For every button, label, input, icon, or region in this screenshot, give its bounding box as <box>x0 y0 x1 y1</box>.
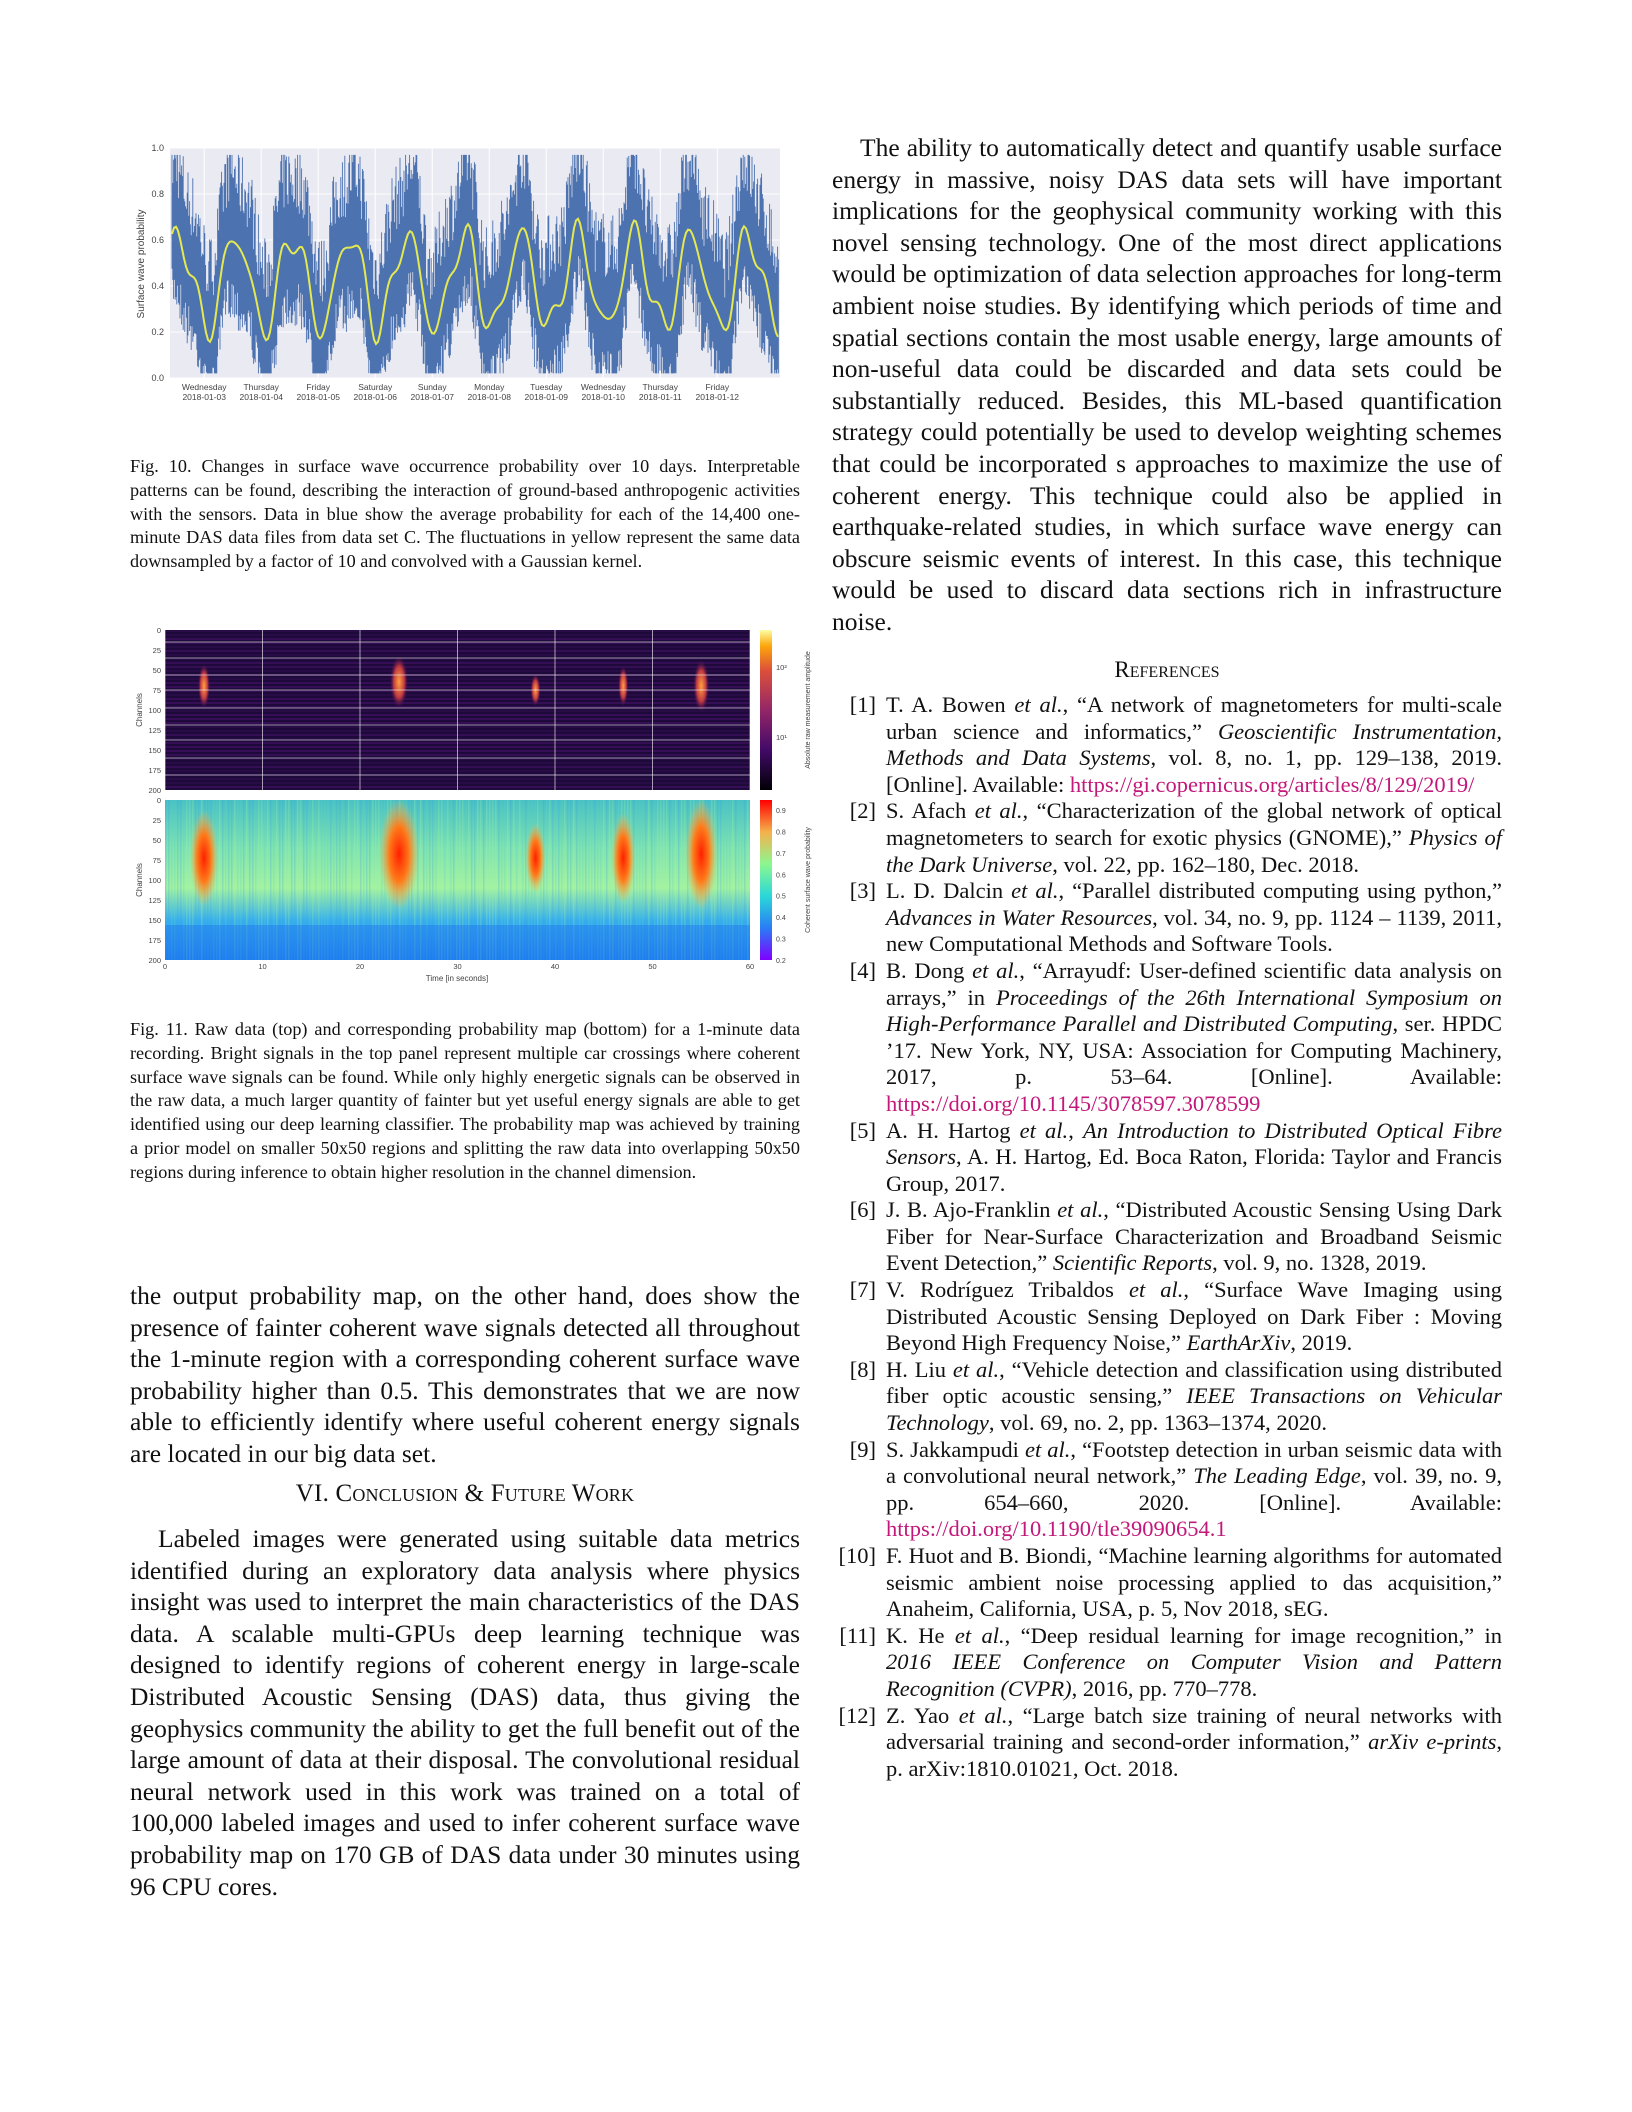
reference-venue: Physics of the Dark Universe <box>886 824 1503 877</box>
reference-et-al: et al. <box>972 957 1020 983</box>
y-tick-label: 0.4 <box>151 281 164 291</box>
x-tick-day: Tuesday <box>530 382 563 392</box>
y-tick-label: 0.0 <box>151 373 164 383</box>
reference-item <box>832 878 1502 958</box>
reference-text: S. Afach <box>886 798 975 824</box>
reference-link[interactable]: https://doi.org/10.1190/tle39090654.1 <box>886 1516 1227 1542</box>
figure-10 <box>130 140 790 415</box>
reference-text: , “Vehicle detection and classification using distributed fiber optic acoustic sensing,” <box>886 1356 1503 1409</box>
time-tick: 50 <box>648 962 657 971</box>
reference-text: V. Rodríguez Tribaldos <box>886 1277 1129 1303</box>
x-tick-date: 2018-01-08 <box>467 392 511 402</box>
reference-text: T. A. Bowen <box>886 692 1015 717</box>
reference-number: [8] <box>849 1356 876 1382</box>
reference-venue: EarthArXiv <box>1186 1330 1291 1356</box>
probability-colorbar-tick: 0.6 <box>776 872 786 880</box>
x-tick-date: 2018-01-06 <box>353 392 397 402</box>
reference-et-al: et al. <box>974 798 1023 824</box>
reference-text: K. He <box>886 1622 955 1648</box>
reference-text: , vol. 8, no. 1, pp. 129–138, 2019. [Online]. Available: <box>886 745 1502 797</box>
probability-channel-tick: 150 <box>148 916 161 925</box>
reference-text: J. B. Ajo-Franklin <box>886 1197 1058 1223</box>
reference-et-al: et al. <box>958 1702 1008 1728</box>
reference-number: [6] <box>849 1197 876 1223</box>
probability-hotspot <box>611 813 635 903</box>
section-title: Conclusion & Future Work <box>335 1480 635 1507</box>
probability-colorbar-tick: 0.9 <box>776 808 786 815</box>
reference-text: , “Footstep detection in urban seismic data with a convolutional neural network,” <box>886 1436 1502 1489</box>
reference-text: , vol. 9, no. 1328, 2019. <box>1212 1250 1427 1276</box>
reference-link[interactable]: https://gi.copernicus.org/articles/8/129/2019/ <box>1069 771 1475 797</box>
references-heading: References <box>1114 657 1220 682</box>
reference-text: , “A network of magnetometers for multi-scale urban science and informatics,” <box>886 692 1502 744</box>
reference-number: [11] <box>839 1622 876 1648</box>
time-axis-label: Time [in seconds] <box>425 974 489 983</box>
reference-text: , vol. 69, no. 2, pp. 1363–1374, 2020. <box>988 1410 1328 1436</box>
reference-text: , vol. 34, no. 9, pp. 1124 – 1139, 2011, new Computational Methods and Software Tools. <box>886 904 1502 957</box>
raw-channel-tick: 25 <box>152 646 161 655</box>
reference-item <box>832 1623 1502 1703</box>
reference-venue: Advances in Water Resources <box>886 904 1153 930</box>
time-tick: 20 <box>355 962 365 971</box>
x-tick-day: Friday <box>705 382 730 392</box>
probability-colorbar-ticks <box>776 808 786 965</box>
raw-channel-tick: 200 <box>148 786 161 795</box>
reference-text: B. Dong <box>886 957 973 983</box>
reference-text: , “Characterization of the global network of optical magnetometers to search for exotic physics (GNOME),” <box>886 798 1502 850</box>
reference-text: H. Liu <box>886 1356 953 1382</box>
reference-item <box>832 1543 1502 1623</box>
reference-venue: Geoscientific Instrumentation, Methods and Data Systems <box>886 718 1502 771</box>
probability-colorbar-tick: 0.3 <box>776 936 786 944</box>
reference-number: [2] <box>849 798 876 824</box>
probability-channel-tick: 100 <box>148 876 161 885</box>
raw-channel-tick: 175 <box>148 766 161 775</box>
reference-et-al: et al. <box>1014 692 1063 717</box>
figure-11-caption: Fig. 11. Raw data (top) and corresponding probability map (bottom) for a 1-minute data recording. Bright signals in the top panel represent multiple car crossings where coherent surface wave signals can be found. While only highly energetic signals can be observed in the raw data, a much larger quantity of fainter but yet useful energy signals are able to get identified using our deep learning classifier. The probability map was achieved by training a prior model on smaller 50x50 regions and splitting the raw data into overlapping 50x50 regions during inference to obtain higher resolution in the channel dimension. <box>130 1019 800 1182</box>
reference-item <box>832 1357 1502 1437</box>
raw-channel-tick: 75 <box>152 686 161 695</box>
raw-bright-signal <box>693 660 709 712</box>
reference-text: , vol. 22, pp. 162–180, Dec. 2018. <box>1052 851 1360 877</box>
probability-channel-tick: 200 <box>148 956 161 965</box>
reference-number: [10] <box>838 1543 876 1568</box>
reference-number: [7] <box>849 1277 876 1303</box>
reference-text: , “Surface Wave Imaging using Distributed Acoustic Sensing Deployed on Dark Fiber : Moving Beyond High Frequency Noise,” <box>886 1277 1502 1356</box>
reference-item <box>832 1277 1502 1357</box>
x-tick-day: Sunday <box>417 382 447 392</box>
reference-et-al: et al. <box>1024 1436 1071 1462</box>
reference-text: , A. H. Hartog, Ed. Boca Raton, Florida: Taylor and Francis Group, 2017. <box>886 1144 1502 1196</box>
paragraph: The ability to automatically detect and quantify usable surface energy in massive, noisy DAS data sets will have important implications for the geophysical community working with this novel sensing technology. One of the most direct applications would be optimization of data selection approaches for long-term ambient noise studies. By identifying which periods of time and spatial sections contain the most usable energy, large amounts of non-useful data could be discarded and data sets could be substantially reduced. Besides, this ML-based quantification strategy could potentially be used to develop weighting schemes that could be incorporated s approaches to maximize the use of coherent energy. This technique could also be applied in earthquake-related studies, in which surface wave energy can obscure seismic events of interest. In this case, this technique would be used to discard data sections rich in infrastructure noise. <box>832 133 1502 636</box>
time-tick: 0 <box>162 962 168 971</box>
y-axis-label: Surface wave probability <box>136 209 147 319</box>
x-tick-date: 2018-01-05 <box>296 392 340 402</box>
paragraph: the output probability map, on the other hand, does show the presence of fainter coherent wave signals detected all throughout the 1-minute region with a corresponding coherent surface wave probability higher than 0.5. This demonstrates that we are now able to efficiently identify where useful coherent energy signals are located in our big data set. <box>130 1281 800 1468</box>
left-column-paragraph-continued <box>130 1280 800 1470</box>
reference-venue: The Leading Edge <box>1193 1463 1361 1489</box>
reference-item <box>832 692 1502 798</box>
probability-channel-tick: 125 <box>148 896 161 905</box>
raw-colorbar <box>760 630 772 790</box>
reference-number: [5] <box>849 1117 876 1143</box>
reference-item <box>832 1437 1502 1543</box>
raw-channel-tick: 150 <box>148 746 161 755</box>
section-heading <box>130 1480 800 1508</box>
reference-number: [12] <box>838 1702 876 1728</box>
raw-channel-tick: 125 <box>148 726 161 735</box>
x-tick-day: Wednesday <box>181 382 227 392</box>
raw-channel-tick: 0 <box>156 626 161 635</box>
paragraph: Labeled images were generated using suitable data metrics identified during an exploratory data analysis where physics insight was used to interpret the main characteristics of the DAS data. A scalable multi-GPUs deep learning technique was designed to identify regions of coherent energy in large-scale Distributed Acoustic Sensing (DAS) data, thus giving the geophysics community the ability to get the full benefit out of the large amount of data at their disposal. The convolutional residual neural network used in this work was trained on a total of 100,000 labeled images and used to infer coherent surface wave probability map on 170 GB of DAS data under 30 minutes using 96 CPU cores. <box>130 1524 800 1901</box>
probability-colorbar-tick: 0.8 <box>776 829 786 837</box>
x-tick-date: 2018-01-03 <box>182 392 226 402</box>
reference-text: S. Jakkampudi <box>886 1436 1025 1462</box>
reference-venue: Scientific Reports <box>1052 1250 1213 1276</box>
reference-et-al: et al. <box>1011 878 1059 904</box>
probability-channel-tick: 50 <box>152 836 161 845</box>
reference-venue: Proceedings of the 26th International Symposium on High-Performance Parallel and Distributed Computing <box>886 984 1502 1037</box>
reference-text: , ser. HPDC ’17. New York, NY, USA: Association for Computing Machinery, 2017, p. 53–64. [Online]. Available: <box>886 1011 1503 1090</box>
probability-low-band <box>165 925 750 960</box>
probability-y-axis-label: Channels <box>135 863 144 897</box>
reference-text: , “Arrayudf: User-defined scientific data analysis on arrays,” in <box>886 957 1503 1010</box>
reference-item <box>832 798 1502 878</box>
reference-text: A. H. Hartog <box>886 1117 1020 1143</box>
right-column-paragraph <box>832 132 1502 638</box>
reference-item <box>832 958 1502 1118</box>
time-ticks <box>163 962 754 971</box>
reference-item <box>832 1118 1502 1198</box>
x-tick-date: 2018-01-07 <box>410 392 454 402</box>
y-tick-label: 0.8 <box>151 189 164 199</box>
reference-text: , p. arXiv:1810.01021, Oct. 2018. <box>886 1729 1502 1781</box>
time-tick: 30 <box>453 962 462 971</box>
raw-colorbar-label: Absolute raw measurement amplitude <box>805 651 812 769</box>
reference-et-al: et al. <box>952 1356 1000 1382</box>
figure-10-chart <box>130 140 790 415</box>
raw-channel-ticks <box>148 626 161 795</box>
reference-link[interactable]: https://doi.org/10.1145/3078597.3078599 <box>886 1090 1261 1116</box>
reference-text: , 2016, pp. 770–778. <box>1071 1675 1258 1701</box>
y-tick-labels <box>151 143 164 383</box>
x-tick-day: Monday <box>474 382 505 392</box>
x-tick-date: 2018-01-12 <box>695 392 740 402</box>
reference-text: F. Huot and B. Biondi, “Machine learning algorithms for automated seismic ambient noise processing applied to das acquisition,” Anaheim, California, USA, p. 5, Nov 2018, sEG. <box>886 1543 1502 1622</box>
reference-text: , <box>1068 1117 1083 1143</box>
raw-colorbar-tick: 10¹ <box>776 733 787 742</box>
x-tick-labels <box>182 382 739 402</box>
reference-number: [4] <box>849 957 876 983</box>
x-tick-date: 2018-01-11 <box>638 392 682 402</box>
reference-number: [9] <box>849 1436 876 1462</box>
x-tick-day: Thursday <box>243 382 279 392</box>
x-tick-date: 2018-01-04 <box>239 392 283 402</box>
figure-10-caption: Fig. 10. Changes in surface wave occurrence probability over 10 days. Interpretable patterns can be found, describing the interaction of ground-based anthropogenic activities with the sensors. Data in blue show the average probability for each of the 14,400 one-minute DAS data files from data set C. The fluctuations in yellow represent the same data downsampled by a factor of 10 and convolved with a Gaussian kernel. <box>130 456 800 572</box>
left-column-conclusion <box>130 1523 800 1902</box>
time-tick: 10 <box>258 962 267 971</box>
reference-number: [3] <box>849 878 876 904</box>
figure-11-chart <box>130 625 820 985</box>
reference-number: [1] <box>849 692 876 717</box>
x-tick-day: Friday <box>306 382 331 392</box>
probability-channel-tick: 75 <box>152 856 161 865</box>
reference-et-al: et al. <box>1019 1117 1069 1143</box>
probability-channel-ticks <box>148 796 161 965</box>
reference-text: L. D. Dalcin <box>886 878 1012 904</box>
reference-item <box>832 1703 1502 1783</box>
reference-et-al: et al. <box>954 1622 1005 1648</box>
reference-venue: 2016 IEEE Conference on Computer Vision and Pattern Recognition (CVPR) <box>886 1649 1502 1701</box>
reference-text: , “Distributed Acoustic Sensing Using Dark Fiber for Near-Surface Characterization and Broadband Seismic Event Detection,” <box>886 1197 1502 1276</box>
section-number: VI. <box>295 1480 330 1507</box>
probability-channel-tick: 0 <box>156 796 161 805</box>
probability-colorbar <box>760 800 772 960</box>
y-tick-label: 1.0 <box>151 143 164 153</box>
raw-y-axis-label: Channels <box>135 693 144 727</box>
raw-colorbar-tick: 10² <box>776 663 787 672</box>
y-tick-label: 0.6 <box>151 235 164 245</box>
reference-venue: An Introduction to Distributed Optical Fibre Sensors <box>886 1117 1502 1170</box>
x-tick-date: 2018-01-09 <box>524 392 569 402</box>
probability-hotspot <box>526 823 546 893</box>
reference-text: , “Deep residual learning for image recognition,” in <box>1004 1622 1502 1648</box>
x-tick-day: Saturday <box>358 382 393 392</box>
probability-colorbar-tick: 0.5 <box>776 893 786 901</box>
raw-bright-signal <box>198 664 210 708</box>
reference-et-al: et al. <box>1057 1197 1104 1223</box>
reference-text: , 2019. <box>1290 1330 1353 1356</box>
probability-colorbar-tick: 0.2 <box>776 958 786 965</box>
probability-hotspot <box>190 810 218 906</box>
time-tick: 60 <box>745 962 755 971</box>
reference-text: , “Parallel distributed computing using python,” <box>1058 878 1502 904</box>
figure-11 <box>130 625 820 985</box>
probability-colorbar-label: Coherent surface wave probability <box>805 827 812 933</box>
probability-colorbar-tick: 0.4 <box>776 915 786 923</box>
raw-colorbar-ticks <box>776 663 787 742</box>
x-tick-day: Wednesday <box>580 382 626 392</box>
references-list <box>832 692 1502 1782</box>
raw-channel-tick: 50 <box>152 666 161 675</box>
reference-venue: arXiv e-prints <box>1368 1729 1497 1755</box>
raw-bright-signal <box>618 666 628 706</box>
probability-hotspot <box>379 799 419 909</box>
reference-et-al: et al. <box>1128 1277 1184 1303</box>
time-tick: 40 <box>550 962 560 971</box>
reference-text: , vol. 39, no. 9, pp. 654–660, 2020. [Online]. Available: <box>886 1463 1502 1515</box>
raw-bright-signal <box>390 656 408 708</box>
raw-channel-tick: 100 <box>148 706 161 715</box>
reference-text: , “Large batch size training of neural networks with adversarial training and second-order information,” <box>886 1702 1502 1755</box>
reference-venue: IEEE Transactions on Vehicular Technology <box>886 1383 1502 1436</box>
reference-text: Z. Yao <box>886 1702 959 1728</box>
y-tick-label: 0.2 <box>151 327 164 337</box>
probability-channel-tick: 175 <box>148 936 161 945</box>
probability-colorbar-tick: 0.7 <box>776 850 786 858</box>
reference-item <box>832 1197 1502 1277</box>
x-tick-day: Thursday <box>642 382 678 392</box>
x-tick-date: 2018-01-10 <box>581 392 626 402</box>
probability-channel-tick: 25 <box>152 816 161 825</box>
probability-hotspot <box>685 799 717 909</box>
